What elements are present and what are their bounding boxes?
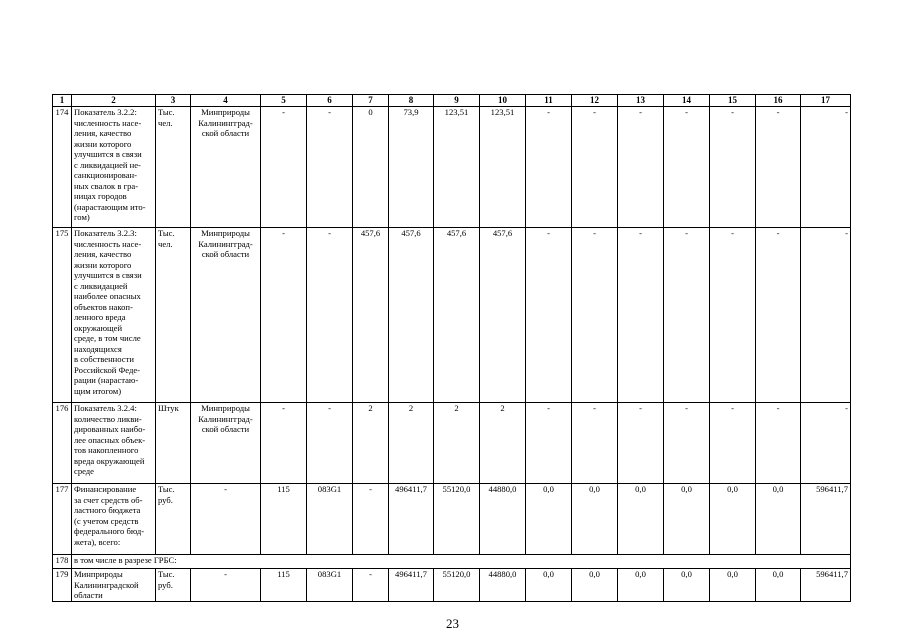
value-cell: 2 (480, 403, 526, 484)
header-row (53, 95, 851, 107)
value-cell: - (756, 403, 801, 484)
value-cell: 0,0 (618, 484, 664, 555)
value-cell: 496411,7 (389, 569, 434, 602)
column-header: 6 (307, 95, 353, 107)
responsible-cell: Минприроды Калинингград- ской области (191, 403, 261, 484)
unit-cell: Тыс. чел. (156, 107, 191, 228)
column-header: 9 (434, 95, 480, 107)
value-cell: 73,9 (389, 107, 434, 228)
column-header: 12 (572, 95, 618, 107)
section-label-cell: в том числе в разрезе ГРБС: (72, 555, 851, 569)
value-cell: 115 (261, 484, 307, 555)
value-cell: 083G1 (307, 569, 353, 602)
value-cell: - (710, 403, 756, 484)
value-cell: - (618, 403, 664, 484)
row-number-cell: 176 (53, 403, 72, 484)
unit-cell: Тыс. руб. (156, 484, 191, 555)
column-header: 1 (53, 95, 72, 107)
value-cell: 457,6 (353, 228, 389, 403)
indicator-name-cell: Показатель 3.2.4: количество ликви- дированных наибо- лее опасных объек- тов накопленного вреда окружающей среде (72, 403, 156, 484)
value-cell: - (801, 228, 851, 403)
indicator-name-cell: Минприроды Калининградской области (72, 569, 156, 602)
value-cell: 44880,0 (480, 484, 526, 555)
value-cell: 2 (389, 403, 434, 484)
value-cell: 596411,7 (801, 484, 851, 555)
column-header: 13 (618, 95, 664, 107)
column-header: 17 (801, 95, 851, 107)
table-row (53, 403, 851, 484)
value-cell: 0,0 (618, 569, 664, 602)
value-cell: 083G1 (307, 484, 353, 555)
value-cell: 0,0 (664, 569, 710, 602)
row-number-cell: 177 (53, 484, 72, 555)
table-row (53, 107, 851, 228)
value-cell: - (710, 107, 756, 228)
unit-cell: Тыс. чел. (156, 228, 191, 403)
value-cell: 2 (434, 403, 480, 484)
page-number: 23 (446, 616, 459, 631)
indicator-name-cell: Показатель 3.2.3: численность насе- ления, качество жизни которого улучшится в связи с ликвидацией наиболее опасных объектов накоп- ленного вреда окружающей среде, в том числе находящихся в собственности Российской Феде- рации (нарастаю- щим итогом) (72, 228, 156, 403)
column-header: 5 (261, 95, 307, 107)
value-cell: 0,0 (526, 484, 572, 555)
value-cell: 496411,7 (389, 484, 434, 555)
value-cell: - (801, 107, 851, 228)
value-cell: 596411,7 (801, 569, 851, 602)
value-cell: 123,51 (434, 107, 480, 228)
value-cell: - (801, 403, 851, 484)
column-header: 8 (389, 95, 434, 107)
value-cell: - (261, 107, 307, 228)
value-cell: - (353, 484, 389, 555)
value-cell: - (572, 107, 618, 228)
value-cell: 55120,0 (434, 569, 480, 602)
column-header: 3 (156, 95, 191, 107)
value-cell: - (756, 107, 801, 228)
responsible-cell: Минприроды Калинингград- ской области (191, 107, 261, 228)
column-header: 14 (664, 95, 710, 107)
value-cell: 123,51 (480, 107, 526, 228)
value-cell: - (261, 228, 307, 403)
value-cell: - (664, 403, 710, 484)
value-cell: 457,6 (389, 228, 434, 403)
column-header: 4 (191, 95, 261, 107)
column-header: 11 (526, 95, 572, 107)
responsible-cell: Минприроды Калинингград- ской области (191, 228, 261, 403)
value-cell: - (756, 228, 801, 403)
value-cell: - (261, 403, 307, 484)
column-header: 7 (353, 95, 389, 107)
value-cell: 457,6 (480, 228, 526, 403)
indicator-name-cell: Показатель 3.2.2: численность насе- ления, качество жизни которого улучшится в связи с ликвидацией не- санкционирован- ных свалок в гра- ницах городов (нарастающим ито- гом) (72, 107, 156, 228)
value-cell: - (710, 228, 756, 403)
value-cell: 0,0 (710, 484, 756, 555)
value-cell: 0,0 (756, 484, 801, 555)
column-header: 16 (756, 95, 801, 107)
value-cell: - (618, 107, 664, 228)
row-number-cell: 179 (53, 569, 72, 602)
value-cell: - (572, 228, 618, 403)
value-cell: 457,6 (434, 228, 480, 403)
column-header: 10 (480, 95, 526, 107)
value-cell: - (307, 107, 353, 228)
value-cell: 0 (353, 107, 389, 228)
value-cell: 44880,0 (480, 569, 526, 602)
responsible-cell: - (191, 569, 261, 602)
value-cell: 0,0 (526, 569, 572, 602)
value-cell: 55120,0 (434, 484, 480, 555)
value-cell: 0,0 (710, 569, 756, 602)
value-cell: 0,0 (572, 484, 618, 555)
value-cell: - (307, 228, 353, 403)
value-cell: - (618, 228, 664, 403)
table-row (53, 555, 851, 569)
unit-cell: Штук (156, 403, 191, 484)
value-cell: 115 (261, 569, 307, 602)
table-row (53, 569, 851, 602)
value-cell: - (353, 569, 389, 602)
value-cell: 2 (353, 403, 389, 484)
indicator-table (52, 94, 851, 602)
value-cell: 0,0 (572, 569, 618, 602)
value-cell: - (572, 403, 618, 484)
table-row (53, 228, 851, 403)
row-number-cell: 174 (53, 107, 72, 228)
value-cell: - (526, 228, 572, 403)
table-row (53, 484, 851, 555)
value-cell: - (664, 107, 710, 228)
value-cell: - (307, 403, 353, 484)
column-header: 2 (72, 95, 156, 107)
value-cell: - (526, 107, 572, 228)
indicator-name-cell: Финансирование за счет средств об- ластного бюджета (с учетом средств федерального бюд- жета), всего: (72, 484, 156, 555)
table-body (53, 95, 851, 602)
unit-cell: Тыс. руб. (156, 569, 191, 602)
row-number-cell: 175 (53, 228, 72, 403)
column-header: 15 (710, 95, 756, 107)
value-cell: 0,0 (664, 484, 710, 555)
responsible-cell: - (191, 484, 261, 555)
value-cell: - (664, 228, 710, 403)
value-cell: - (526, 403, 572, 484)
row-number-cell: 178 (53, 555, 72, 569)
value-cell: 0,0 (756, 569, 801, 602)
